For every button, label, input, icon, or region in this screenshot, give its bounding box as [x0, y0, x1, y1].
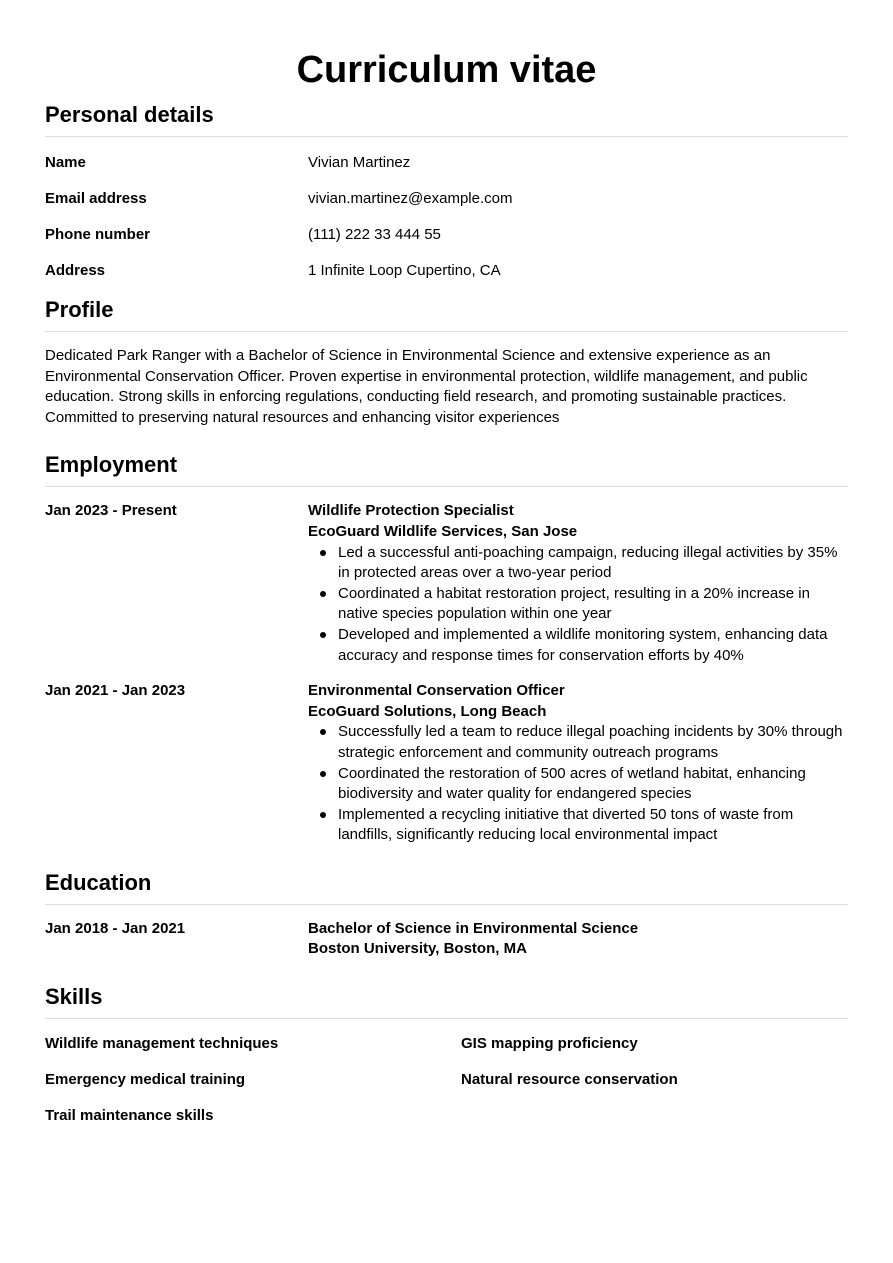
skills-grid [45, 1034, 848, 1142]
section-heading: Skills [45, 984, 848, 1019]
entry-dates: Jan 2018 - Jan 2021 [45, 919, 186, 937]
detail-label: Name [45, 154, 86, 171]
entry-body [308, 681, 848, 846]
achievement-item: Implemented a recycling initiative that diverted 50 tons of waste from landfills, significantly reducing local environmental impact [308, 805, 848, 846]
skill-item: Trail maintenance skills [45, 1107, 214, 1125]
employment-entry [45, 501, 848, 666]
achievement-list [308, 722, 848, 846]
employer: EcoGuard Solutions, Long Beach [308, 702, 547, 720]
degree-title: Bachelor of Science in Environmental Science [308, 919, 639, 937]
skill-item: Emergency medical training [45, 1071, 246, 1089]
detail-value: Vivian Martinez [308, 154, 411, 171]
detail-value: (111) 222 33 444 55 [308, 226, 441, 243]
entry-dates: Jan 2021 - Jan 2023 [45, 682, 186, 700]
section-heading: Personal details [45, 102, 848, 137]
entry-dates: Jan 2023 - Present [45, 502, 177, 520]
skill-item: GIS mapping proficiency [461, 1035, 638, 1053]
achievement-item: Coordinated a habitat restoration project, resulting in a 20% increase in native species population within one year [308, 584, 848, 625]
section-heading: Profile [45, 297, 848, 332]
achievement-list [308, 543, 848, 667]
job-title: Wildlife Protection Specialist [308, 502, 514, 520]
detail-row-phone [45, 225, 848, 261]
skill-item: Natural resource conservation [461, 1071, 678, 1089]
entry-body [308, 501, 848, 666]
entry-body [308, 919, 848, 960]
achievement-item: Led a successful anti-poaching campaign, reducing illegal activities by 35% in protected areas over a two-year period [308, 543, 848, 584]
detail-row-name [45, 153, 848, 189]
skills-section [45, 984, 848, 1142]
achievement-item: Successfully led a team to reduce illegal poaching incidents by 30% through strategic enforcement and community outreach programs [308, 722, 848, 763]
employment-section [45, 452, 848, 846]
achievement-item: Coordinated the restoration of 500 acres of wetland habitat, enhancing biodiversity and water quality for endangered species [308, 764, 848, 805]
employment-entry [45, 681, 848, 846]
skill-item: Wildlife management techniques [45, 1035, 279, 1053]
achievement-item: Developed and implemented a wildlife monitoring system, enhancing data accuracy and response times for conservation efforts by 40% [308, 625, 848, 666]
personal-details-section [45, 102, 848, 297]
section-heading: Employment [45, 452, 848, 487]
document-title: Curriculum vitae [296, 49, 597, 91]
detail-row-address [45, 261, 848, 297]
institution: Boston University, Boston, MA [308, 940, 527, 958]
cv-page [45, 0, 848, 1142]
profile-section [45, 297, 848, 428]
detail-label: Address [45, 262, 106, 279]
detail-label: Email address [45, 190, 147, 207]
detail-row-email [45, 189, 848, 225]
education-entry [45, 919, 848, 960]
employer: EcoGuard Wildlife Services, San Jose [308, 522, 578, 540]
job-title: Environmental Conservation Officer [308, 682, 565, 700]
detail-label: Phone number [45, 226, 151, 243]
profile-text: Dedicated Park Ranger with a Bachelor of Science in Environmental Science and extensive experience as an Environmental Conservation Officer. Proven expertise in environmental protection, wildlife management, and public education. Strong skills in enforcing regulations, conducting field research, and promoting sustainable practices. Committed to preserving natural resources and enhancing visitor experiences [45, 347, 808, 426]
detail-value: 1 Infinite Loop Cupertino, CA [308, 262, 501, 279]
education-section [45, 870, 848, 960]
section-heading: Education [45, 870, 848, 905]
detail-value: vivian.martinez@example.com [308, 190, 513, 207]
